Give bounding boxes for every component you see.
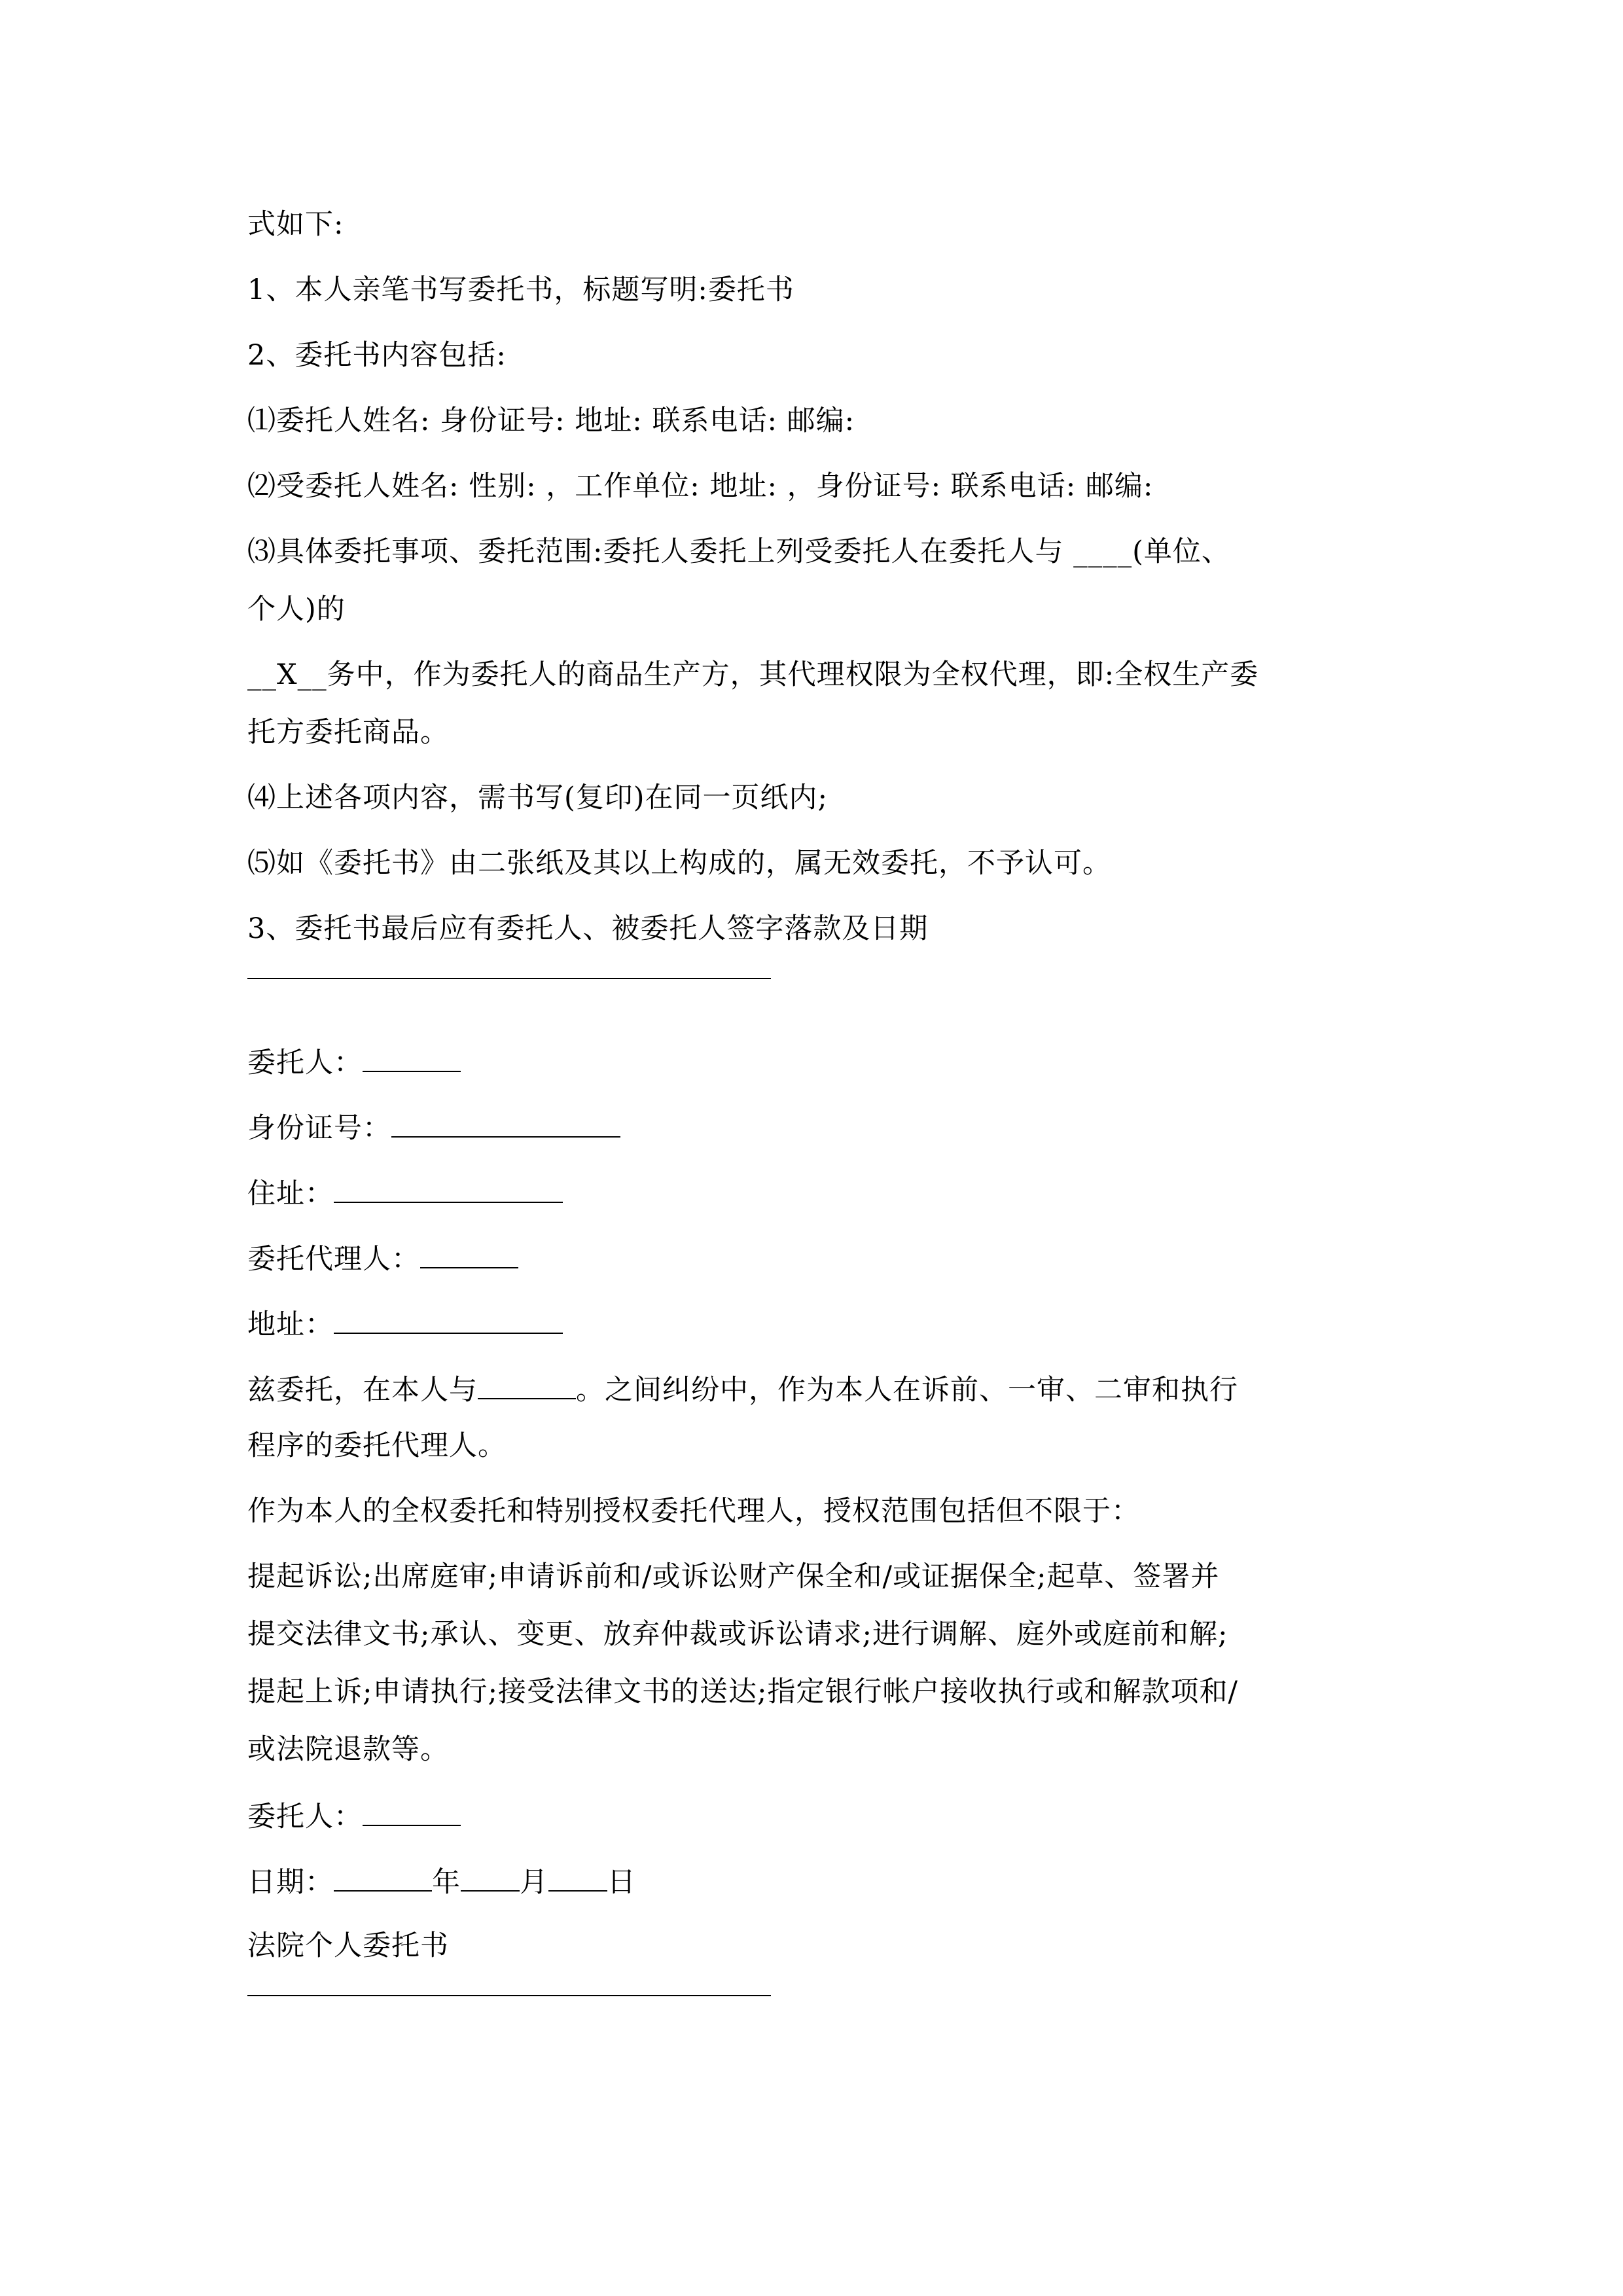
id-label: 身份证号： bbox=[247, 1112, 391, 1145]
text-line: 程序的委托代理人。 bbox=[247, 1429, 507, 1462]
text-line: ⑵受委托人姓名: 性别: ，工作单位: 地址: ，身份证号: 联系电话: 邮编: bbox=[247, 470, 1154, 503]
divider-rule-bottom bbox=[247, 1995, 771, 1996]
text-line: 提交法律文书;承认、变更、放弃仲裁或诉讼请求;进行调解、庭外或庭前和解; bbox=[247, 1618, 1228, 1651]
opponent-blank bbox=[478, 1372, 576, 1399]
address-field bbox=[247, 1175, 1399, 1208]
divider-rule bbox=[247, 978, 771, 979]
text-line: ⑷上述各项内容，需书写(复印)在同一页纸内; bbox=[247, 781, 829, 814]
signature-blank bbox=[363, 1799, 461, 1826]
signature-label: 委托人： bbox=[247, 1801, 363, 1833]
client-field bbox=[247, 1045, 1399, 1077]
day-label: 日 bbox=[607, 1866, 636, 1899]
entrust-text-b: 。之间纠纷中，作为本人在诉前、一审、二审和执行 bbox=[576, 1374, 1238, 1407]
text-line: 1、本人亲笔书写委托书，标题写明:委托书 bbox=[247, 274, 794, 306]
text-line: ⑴委托人姓名: 身份证号: 地址: 联系电话: 邮编: bbox=[247, 404, 855, 437]
document-page bbox=[247, 208, 1399, 2062]
month-label: 月 bbox=[520, 1866, 548, 1899]
entrust-paragraph-line bbox=[247, 1372, 1399, 1405]
address-blank bbox=[334, 1175, 563, 1203]
entrust-text-a: 兹委托，在本人与 bbox=[247, 1374, 478, 1407]
text-line: ⑸如《委托书》由二张纸及其以上构成的，属无效委托，不予认可。 bbox=[247, 847, 1111, 880]
client-label: 委托人： bbox=[247, 1047, 363, 1079]
client-blank bbox=[363, 1045, 461, 1072]
text-line: 或法院退款等。 bbox=[247, 1733, 449, 1766]
text-line: 托方委托商品。 bbox=[247, 716, 449, 749]
date-label: 日期： bbox=[247, 1866, 334, 1899]
text-line: 提起上诉;申请执行;接受法律文书的送达;指定银行帐户接收执行或和解款项和/ bbox=[247, 1676, 1238, 1708]
agent-label: 委托代理人： bbox=[247, 1243, 420, 1276]
agent-field bbox=[247, 1241, 1399, 1274]
year-blank bbox=[334, 1864, 432, 1892]
footer-title: 法院个人委托书 bbox=[247, 1929, 449, 1962]
signature-field bbox=[247, 1799, 1399, 1831]
text-line: 3、委托书最后应有委托人、被委托人签字落款及日期 bbox=[247, 912, 929, 945]
text-line: 2、委托书内容包括: bbox=[247, 339, 507, 372]
text-line: __X__务中，作为委托人的商品生产方，其代理权限为全权代理，即:全权生产委 bbox=[247, 658, 1259, 691]
address2-field bbox=[247, 1306, 1399, 1339]
agent-blank bbox=[420, 1241, 518, 1268]
text-line: ⑶具体委托事项、委托范围:委托人委托上列受委托人在委托人与 ____(单位、 bbox=[247, 535, 1230, 568]
id-blank bbox=[391, 1110, 620, 1138]
date-field bbox=[247, 1864, 1399, 1897]
text-line: 个人)的 bbox=[247, 593, 346, 626]
text-line: 式如下: bbox=[247, 208, 344, 241]
text-line: 提起诉讼;出席庭审;申请诉前和/或诉讼财产保全和/或证据保全;起草、签署并 bbox=[247, 1560, 1220, 1593]
id-field bbox=[247, 1110, 1399, 1143]
month-blank bbox=[461, 1864, 520, 1892]
address2-label: 地址： bbox=[247, 1308, 334, 1341]
day-blank bbox=[548, 1864, 607, 1892]
year-label: 年 bbox=[432, 1866, 461, 1899]
address2-blank bbox=[334, 1306, 563, 1334]
address-label: 住址： bbox=[247, 1177, 334, 1210]
text-line: 作为本人的全权委托和特别授权委托代理人，授权范围包括但不限于： bbox=[247, 1495, 1140, 1528]
